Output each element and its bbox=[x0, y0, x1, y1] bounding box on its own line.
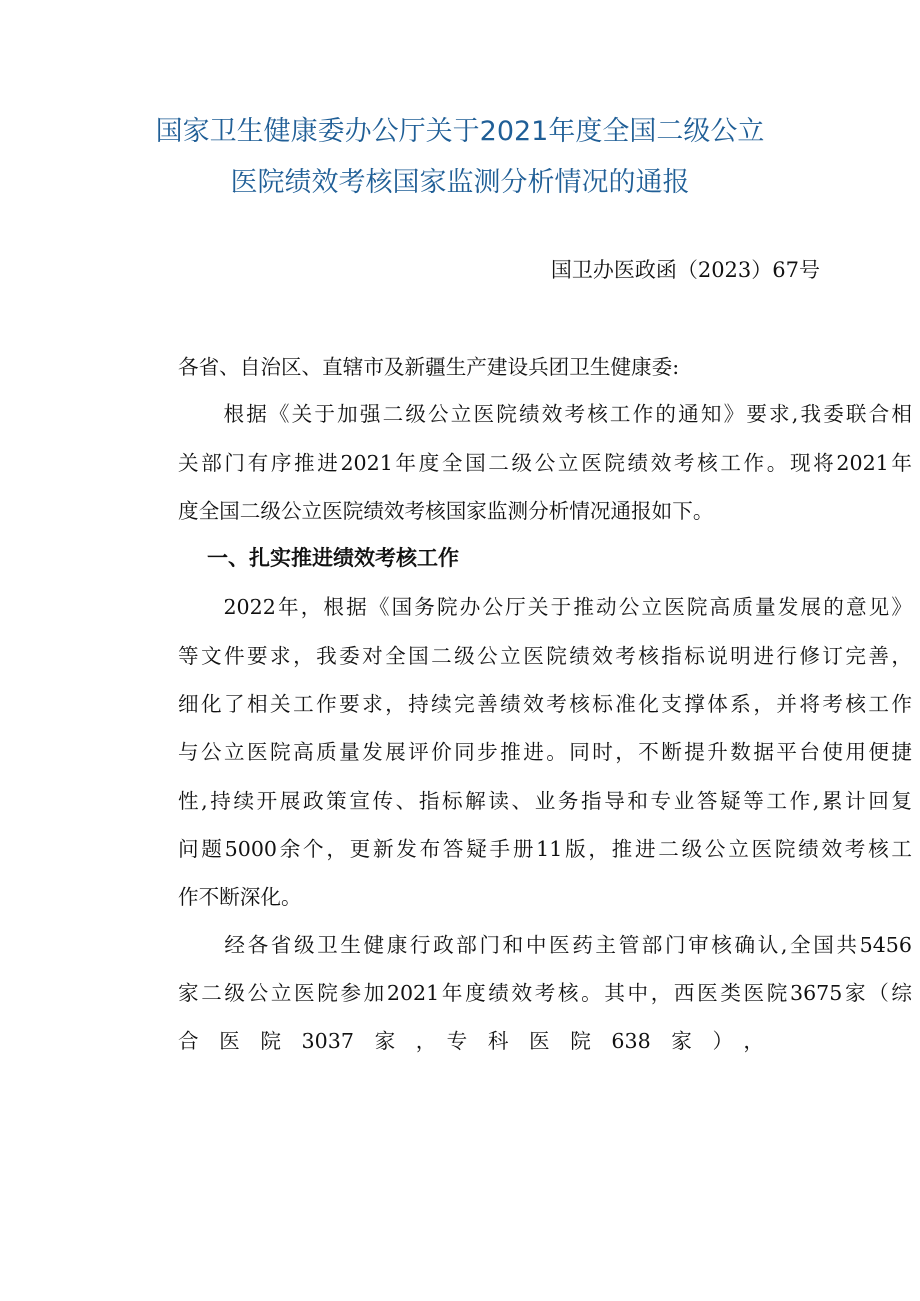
paragraph-3-line-3: 合 医 院 3037 家 ， 专 科 医 院 638 家 ） ， bbox=[178, 1029, 764, 1053]
paragraph-2-line-2: 等文件要求，我委对全国二级公立医院绩效考核指标说明进行修订完善， bbox=[178, 644, 912, 668]
paragraph-1-line-3: 度全国二级公立医院绩效考核国家监测分析情况通报如下。 bbox=[178, 499, 714, 523]
paragraph-2-line-7: 作不断深化。 bbox=[178, 885, 302, 909]
paragraph-2-line-1: 2022年，根据《国务院办公厅关于推动公立医院高质量发展的意见》 bbox=[178, 595, 912, 619]
paragraph-2-line-4: 与公立医院高质量发展评价同步推进。同时，不断提升数据平台使用便捷 bbox=[178, 740, 912, 764]
paragraph-2-line-3: 细化了相关工作要求，持续完善绩效考核标准化支撑体系，并将考核工作 bbox=[178, 692, 912, 716]
paragraph-1-line-2: 关部门有序推进2021年度全国二级公立医院绩效考核工作。现将2021年 bbox=[178, 451, 912, 475]
paragraph-3-line-2: 家二级公立医院参加2021年度绩效考核。其中，西医类医院3675家（综 bbox=[178, 981, 912, 1005]
paragraph-2-line-5: 性,持续开展政策宣传、指标解读、业务指导和专业答疑等工作,累计回复 bbox=[178, 789, 912, 813]
document-number: 国卫办医政函（2023）67号 bbox=[550, 258, 820, 282]
salutation: 各省、自治区、直辖市及新疆生产建设兵团卫生健康委: bbox=[178, 355, 680, 379]
section-1-heading: 一、扎实推进绩效考核工作 bbox=[207, 546, 459, 570]
paragraph-2-line-6: 问题5000余个，更新发布答疑手册11版，推进二级公立医院绩效考核工 bbox=[178, 837, 912, 861]
document-title-line-1: 国家卫生健康委办公厅关于2021年度全国二级公立 bbox=[155, 116, 765, 147]
document-title-line-2: 医院绩效考核国家监测分析情况的通报 bbox=[230, 167, 690, 198]
paragraph-3-line-1: 经各省级卫生健康行政部门和中医药主管部门审核确认,全国共5456 bbox=[178, 933, 912, 957]
paragraph-1-line-1: 根据《关于加强二级公立医院绩效考核工作的通知》要求,我委联合相 bbox=[178, 402, 912, 426]
